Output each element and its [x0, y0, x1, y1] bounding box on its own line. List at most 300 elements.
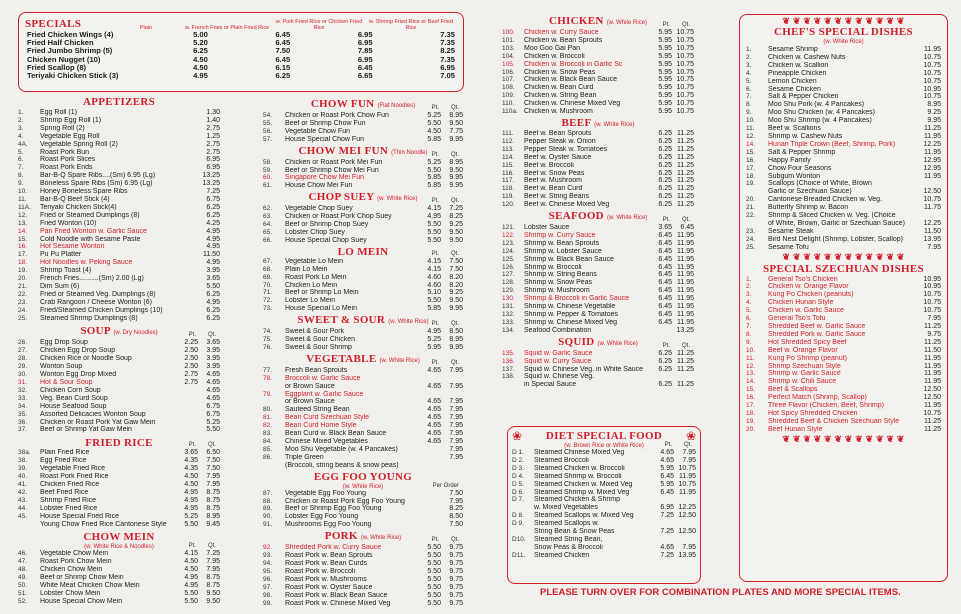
- menu-item: [263, 112, 463, 120]
- item-number: 135.: [502, 349, 515, 357]
- item-number: 9.: [746, 109, 752, 117]
- price-column-header: Per Order: [432, 482, 459, 489]
- item-name: Moo Shu Vegetable (w. 4 Pancakes): [285, 445, 398, 453]
- item-price: 6.25: [275, 71, 291, 81]
- section-title-chefs: CHEF'S SPECIAL DISHES: [774, 26, 913, 38]
- item-price: 11.95: [677, 295, 694, 303]
- item-number: 137.: [502, 365, 515, 373]
- item-price-pint: 5.50: [427, 297, 441, 305]
- item-price: 6.95: [357, 38, 373, 48]
- menu-item: [502, 327, 694, 335]
- item-price: 12.50: [923, 386, 941, 394]
- item-price: 11.95: [924, 148, 941, 156]
- menu-item: [18, 180, 220, 188]
- menu-item: [746, 410, 941, 418]
- item-name: Mushrooms Egg Foo Young: [285, 521, 372, 529]
- specials-header: w. French Fries or Plain Fried Rice: [184, 25, 270, 31]
- item-number: D 6.: [512, 488, 524, 496]
- item-price: 3.95: [206, 267, 220, 275]
- item-name: Squid w. Chinese Veg. in White Sauce: [524, 365, 644, 373]
- item-number: 1.: [746, 275, 752, 283]
- item-price: 8.95: [206, 512, 220, 520]
- menu-item: [502, 358, 694, 366]
- menu-item: [502, 319, 694, 327]
- item-number: 26.: [18, 339, 28, 347]
- item-price-pint: 5.95: [660, 480, 674, 488]
- item-name: Beef w. Bean Curd: [524, 185, 583, 193]
- item-name: w. Mixed Vegetables: [534, 504, 598, 512]
- menu-item: [512, 465, 696, 473]
- menu-item: [263, 576, 463, 584]
- menu-item: [746, 347, 941, 355]
- menu-item: [502, 69, 694, 77]
- item-price-pint: 2.50: [184, 363, 198, 371]
- item-price: 8.50: [449, 328, 463, 336]
- item-price: 9.50: [206, 589, 220, 597]
- item-price: 8.75: [206, 574, 220, 582]
- item-price: 11.25: [677, 185, 694, 193]
- item-number: 4.: [746, 299, 752, 307]
- menu-item: [512, 481, 696, 489]
- menu-item: [502, 37, 694, 45]
- item-name: Shrimp Szechuan Style: [768, 362, 841, 370]
- item-price-pint: 4.65: [427, 430, 441, 438]
- item-name: Lobster Chop Suey: [285, 228, 345, 236]
- item-price-pint: 5.95: [658, 60, 672, 68]
- item-price: 8.25: [440, 46, 455, 56]
- menu-item: [18, 228, 220, 236]
- item-name: Beef w. Mushroom: [524, 177, 582, 185]
- item-number: 10.: [18, 188, 28, 196]
- menu-item: [263, 430, 463, 438]
- menu-item: [263, 552, 463, 560]
- item-name: Chicken w. Snow Peas: [524, 68, 596, 76]
- item-price: 10.75: [923, 196, 941, 204]
- item-price: 11.25: [677, 177, 694, 185]
- item-price: 7.95: [682, 543, 696, 551]
- item-price-pint: 4.15: [184, 550, 198, 558]
- item-name: Shrimp & Broccoli in Garlic Sauce: [524, 295, 630, 303]
- item-number: 13.: [18, 219, 28, 227]
- item-name: Beef w. Orange Flavor: [768, 346, 838, 354]
- menu-item: [746, 220, 941, 228]
- menu-item: [263, 568, 463, 576]
- item-price-pint: 5.95: [658, 52, 672, 60]
- item-name: Happy Family: [768, 156, 811, 164]
- item-price: 9.75: [927, 330, 941, 338]
- item-name: Fried Scallop (8): [27, 62, 87, 72]
- menu-item: [263, 521, 463, 529]
- item-number: 19.: [746, 180, 756, 188]
- item-price-pint: 4.65: [660, 543, 674, 551]
- item-price: 13.95: [923, 235, 941, 243]
- item-number: 50.: [18, 582, 28, 590]
- item-name: House Special Lo Mein: [285, 305, 357, 313]
- item-price: 7.95: [449, 430, 463, 438]
- item-number: 4.: [746, 69, 752, 77]
- item-price-pint: 6.45: [658, 231, 672, 239]
- item-price-pint: 5.50: [427, 575, 441, 583]
- item-number: 115.: [502, 161, 515, 169]
- item-number: 32.: [18, 386, 28, 394]
- item-name: Lobster Sauce: [524, 224, 570, 232]
- item-price-pint: 3.65: [184, 449, 198, 457]
- item-price-pint: 6.25: [658, 365, 672, 373]
- menu-item: [18, 307, 220, 315]
- item-price: 4.65: [206, 386, 220, 394]
- fried-rice-list: [18, 442, 220, 528]
- item-price: 12.50: [678, 512, 696, 520]
- item-price: 10.75: [923, 69, 941, 77]
- item-price: 7.95: [927, 243, 941, 251]
- item-number: 7.: [18, 164, 24, 172]
- menu-item: [746, 204, 941, 212]
- item-price: 1.30: [206, 109, 220, 116]
- item-price: 8.75: [206, 504, 220, 512]
- item-number: 36.: [18, 418, 28, 426]
- price-column-header: Qt.: [450, 198, 459, 205]
- item-price: 12.50: [923, 394, 941, 402]
- menu-item: [18, 149, 220, 157]
- item-price-pint: 2.50: [184, 347, 198, 355]
- item-price: 11.95: [924, 402, 941, 410]
- menu-item: [18, 574, 220, 582]
- menu-item: [746, 93, 941, 101]
- menu-item: [18, 363, 220, 371]
- item-price-pint: 5.50: [184, 589, 198, 597]
- item-number: 3.: [746, 61, 752, 69]
- menu-item: [502, 248, 694, 256]
- item-number: 30.: [18, 371, 28, 379]
- item-number: 16.: [746, 156, 756, 164]
- item-number: 80.: [263, 406, 273, 414]
- item-name: Broccoli w. Garlic Sauce: [285, 374, 361, 382]
- item-price-pint: 6.25: [658, 193, 672, 201]
- menu-item: [18, 411, 220, 419]
- item-price-pint: 2.75: [184, 379, 198, 386]
- menu-item: [18, 481, 220, 489]
- menu-item: [746, 363, 941, 371]
- item-name: Cold Noodle with Sesame Paste: [40, 235, 141, 243]
- menu-item: [746, 109, 941, 117]
- item-price: 10.75: [676, 52, 694, 60]
- price-column-header: Pt.: [431, 321, 439, 328]
- item-name: Sesame Shrimp: [768, 46, 818, 53]
- item-name: Shrimp w. Cashew Nuts: [768, 132, 843, 140]
- item-price-pint: 4.65: [427, 366, 441, 374]
- item-price: 12.25: [678, 504, 696, 512]
- menu-item: [263, 446, 463, 454]
- item-number: 27.: [18, 347, 28, 355]
- item-number: 14.: [18, 227, 28, 235]
- menu-item: [502, 303, 694, 311]
- item-price: 7.95: [682, 449, 696, 456]
- menu-item: [512, 520, 696, 528]
- item-name: Beef w. Oyster Sauce: [524, 153, 592, 161]
- item-price-pint: 5.50: [427, 228, 441, 236]
- item-price: 10.75: [676, 76, 694, 84]
- item-price-pint: 4.35: [184, 465, 198, 473]
- item-price-pint: 6.45: [658, 295, 672, 303]
- item-price-pint: 4.65: [427, 398, 441, 406]
- menu-item: [746, 149, 941, 157]
- section-sub-chefs: (w. White Rice): [823, 39, 864, 45]
- item-number: 38a.: [18, 449, 31, 457]
- menu-item: [18, 251, 220, 259]
- item-number: 2.: [746, 283, 752, 291]
- menu-item: [263, 297, 463, 305]
- item-name: Shredded Beef & Chicken Szechuan Style: [768, 417, 900, 425]
- menu-item: [502, 295, 694, 303]
- item-number: 122.: [502, 231, 515, 239]
- item-price: 3.65: [206, 339, 220, 347]
- item-number: 37.: [18, 426, 28, 434]
- item-name: Steamed Chicken & Shrimp: [534, 496, 620, 504]
- item-number: 4.: [18, 132, 24, 140]
- column-3: [502, 14, 694, 389]
- item-price: 13.25: [676, 326, 694, 334]
- item-price-pint: 5.50: [427, 544, 441, 552]
- section-title-beef: BEEF (w. White Rice): [561, 116, 635, 129]
- item-name: Pan Fried Wonton w. Garlic Sauce: [40, 227, 147, 235]
- item-number: 90.: [263, 513, 273, 521]
- item-name: Chicken w. Black Bean Sauce: [524, 76, 617, 84]
- item-number: 87.: [263, 489, 273, 497]
- menu-item: [746, 370, 941, 378]
- item-number: 106.: [502, 68, 515, 76]
- item-name: Fried/Steamed Chicken Dumplings (10): [40, 306, 163, 314]
- item-number: D 2.: [512, 456, 524, 464]
- item-price-pint: 5.95: [658, 44, 672, 52]
- item-number: 82.: [263, 422, 273, 430]
- section-title-chop-suey: CHOP SUEY (w. White Rice): [308, 191, 418, 204]
- section-title-soup: SOUP (w. Dry Noodles): [80, 325, 158, 338]
- section-title-diet: DIET SPECIAL FOOD: [545, 430, 663, 442]
- item-number: 18.: [18, 259, 28, 267]
- item-name: Beef or Shrimp Lo Mein: [285, 289, 359, 297]
- item-price: 6.65: [357, 71, 373, 81]
- item-price: 5.50: [206, 426, 220, 434]
- menu-item: [263, 454, 463, 462]
- item-number: 22.: [746, 212, 756, 220]
- item-name: Bean Curd Home Style: [285, 422, 357, 430]
- menu-item: [746, 386, 941, 394]
- item-number: 56.: [263, 127, 273, 135]
- item-price: 4.50: [193, 62, 208, 72]
- item-price-pint: 4.65: [427, 422, 441, 430]
- menu-item: [263, 398, 463, 406]
- item-name: Steamed Chicken: [534, 551, 590, 559]
- item-price: 6.95: [357, 54, 373, 64]
- menu-item: [512, 489, 696, 497]
- item-price: 4.65: [206, 379, 220, 386]
- item-number: D 3.: [512, 464, 524, 472]
- item-number: 133.: [502, 318, 515, 326]
- menu-item: [18, 395, 220, 403]
- menu-item: [263, 266, 463, 274]
- menu-item: [502, 256, 694, 264]
- menu-item: [263, 174, 463, 182]
- menu-item: [512, 536, 696, 544]
- price-column-header: Qt.: [681, 217, 690, 224]
- item-number: 101.: [502, 36, 515, 44]
- item-name: Chicken Chow Mein: [40, 566, 103, 574]
- item-price: 3.95: [206, 355, 220, 363]
- section-title-sweet-sour: SWEET & SOUR (w. White Rice): [297, 314, 429, 327]
- diet-list: [508, 442, 700, 560]
- item-name: Chicken w. Mushroom: [524, 108, 593, 116]
- item-name: Beef or Shrimp Chow Mei Fun: [285, 166, 379, 174]
- item-number: 24.: [18, 306, 28, 314]
- item-name: Shrimp w. Black Bean Sauce: [524, 255, 614, 263]
- item-price: 11.25: [677, 365, 694, 373]
- item-number: 9.: [18, 180, 24, 188]
- item-price: 7.95: [449, 382, 463, 390]
- item-price-pint: 6.25: [658, 177, 672, 185]
- item-price-pint: 7.25: [660, 528, 674, 536]
- item-name: Shrimp w. Pepper & Tomatoes: [524, 311, 619, 318]
- price-column-header: Qt.: [450, 105, 459, 111]
- menu-item: [18, 590, 220, 598]
- item-name: Fried Half Chicken: [27, 38, 94, 48]
- item-number: 103.: [502, 44, 515, 52]
- menu-item: [263, 328, 463, 336]
- item-price-pint: 5.85: [427, 182, 441, 190]
- menu-item: [263, 159, 463, 167]
- item-name: Beef w. Chinese Mixed Veg: [524, 201, 610, 209]
- item-name: Roast Pork w. Broccoli: [285, 567, 356, 575]
- menu-item: [512, 528, 696, 536]
- item-name: Moo Shu Pork (w. 4 Pancakes): [768, 101, 865, 109]
- item-number: 35.: [18, 410, 28, 418]
- item-name: Shrimp w. Garlic Sauce: [768, 370, 841, 378]
- item-price: 6.75: [206, 402, 220, 410]
- price-column-header: Pt.: [188, 442, 196, 449]
- item-number: 57.: [263, 135, 273, 143]
- item-price: 13.95: [678, 551, 696, 559]
- menu-item: [746, 283, 941, 291]
- item-number: 96.: [263, 575, 273, 583]
- item-price: 11.95: [924, 370, 941, 378]
- item-number: 121.: [502, 224, 515, 232]
- item-number: 86.: [263, 453, 273, 461]
- item-name: Chicken w. Orange Flavor: [768, 283, 849, 291]
- item-number: 21.: [746, 204, 756, 212]
- item-number: 73.: [263, 305, 273, 313]
- item-number: 12.: [746, 362, 756, 370]
- item-name: Wonton Egg Drop Mixed: [40, 371, 117, 379]
- item-price: 9.75: [449, 559, 463, 567]
- price-column-header: Qt.: [207, 332, 216, 339]
- item-price-pint: 5.50: [427, 559, 441, 567]
- specials-header: Plain: [139, 25, 153, 31]
- item-price-pint: 5.50: [427, 236, 441, 244]
- item-name: Shrimp w. Chinese Vegetable: [524, 303, 616, 311]
- item-name: Squid w. Curry Sauce: [524, 357, 592, 365]
- item-number: 69.: [263, 273, 273, 281]
- item-name: Spring Roll (2): [40, 124, 85, 132]
- item-price: 10.75: [678, 480, 696, 488]
- item-name: Plain Lo Mein: [285, 265, 328, 273]
- item-name: Bar-B-Q Spare Ribs....(Sm) 6.95 (Lg): [40, 172, 156, 180]
- menu-item: [502, 271, 694, 279]
- price-column-header: Qt.: [450, 537, 459, 544]
- item-price: 10.75: [923, 299, 941, 307]
- item-number: 113.: [502, 145, 515, 153]
- item-price: 8.95: [449, 336, 463, 344]
- item-price: 7.95: [206, 480, 220, 488]
- item-number: 117.: [502, 177, 515, 185]
- price-column-header: Qt.: [207, 543, 216, 550]
- item-name: Chicken w. Chinese Mixed Veg: [524, 100, 621, 108]
- item-price: 9.75: [449, 575, 463, 583]
- item-price: 7.95: [449, 422, 463, 430]
- item-price-pint: 5.95: [658, 29, 672, 36]
- item-price-pint: 2.50: [184, 355, 198, 363]
- item-number: 107.: [502, 76, 515, 84]
- menu-item: [263, 237, 463, 245]
- menu-item: [502, 287, 694, 295]
- item-number: 114.: [502, 153, 515, 161]
- item-name: Shrimp w. Curry Sauce: [524, 231, 596, 239]
- item-price-pint: 5.95: [427, 343, 441, 351]
- footer-note: PLEASE TURN OVER FOR COMBINATION PLATES AND MORE SPECIAL ITEMS.: [540, 587, 901, 598]
- menu-item: [746, 276, 941, 284]
- item-name: Fried or Steamed Dumplings (8): [40, 211, 140, 219]
- item-price-pint: 4.65: [427, 406, 441, 414]
- item-name: Shrimp & Sliced Chicken w. Veg. (Choice: [768, 212, 896, 220]
- item-price: 10.95: [923, 283, 941, 291]
- item-price: 8.20: [449, 273, 463, 281]
- section-title-lo-mein: LO MEIN: [337, 245, 389, 258]
- item-price: 9.25: [927, 109, 941, 117]
- item-price: 6.95: [357, 30, 373, 39]
- item-price-pint: 5.95: [658, 108, 672, 116]
- item-price-pint: 4.65: [660, 449, 674, 456]
- appetizers-list: [18, 109, 220, 322]
- item-price: 7.50: [449, 521, 463, 529]
- item-price: 11.95: [924, 354, 941, 362]
- price-column-header: Pt.: [662, 22, 670, 28]
- item-price: 9.45: [206, 520, 220, 528]
- pork-list: [263, 537, 463, 607]
- menu-item: [746, 165, 941, 173]
- item-price: 10.75: [676, 36, 694, 44]
- menu-item: [18, 259, 220, 267]
- item-name: Beef & Scallops: [768, 386, 818, 394]
- item-name: Chicken Lo Mein: [285, 281, 338, 289]
- item-number: 3.: [746, 291, 752, 299]
- item-price-pint: 4.95: [427, 213, 441, 221]
- item-price-pint: 4.15: [427, 257, 441, 265]
- menu-item: [18, 236, 220, 244]
- item-name: Veg. Bean Curd Soup: [40, 394, 108, 402]
- item-price-pint: 6.45: [658, 318, 672, 326]
- item-name: Chicken w. Scallion: [768, 61, 829, 69]
- item-number: 93.: [263, 552, 273, 560]
- item-name: Beef w. String Beans: [524, 193, 589, 201]
- item-number: 98.: [263, 591, 273, 599]
- menu-item: [263, 120, 463, 128]
- item-price: 8.75: [206, 496, 220, 504]
- item-name: Shrimp w. Mushroom: [524, 287, 590, 295]
- item-name: Plain Fried Rice: [40, 449, 90, 457]
- item-price: 10.75: [923, 93, 941, 101]
- item-name: Salt & Pepper Shrimp: [768, 148, 836, 156]
- item-price: 9.75: [449, 591, 463, 599]
- menu-item: [263, 258, 463, 266]
- item-name: House Special Chow Fun: [285, 135, 364, 143]
